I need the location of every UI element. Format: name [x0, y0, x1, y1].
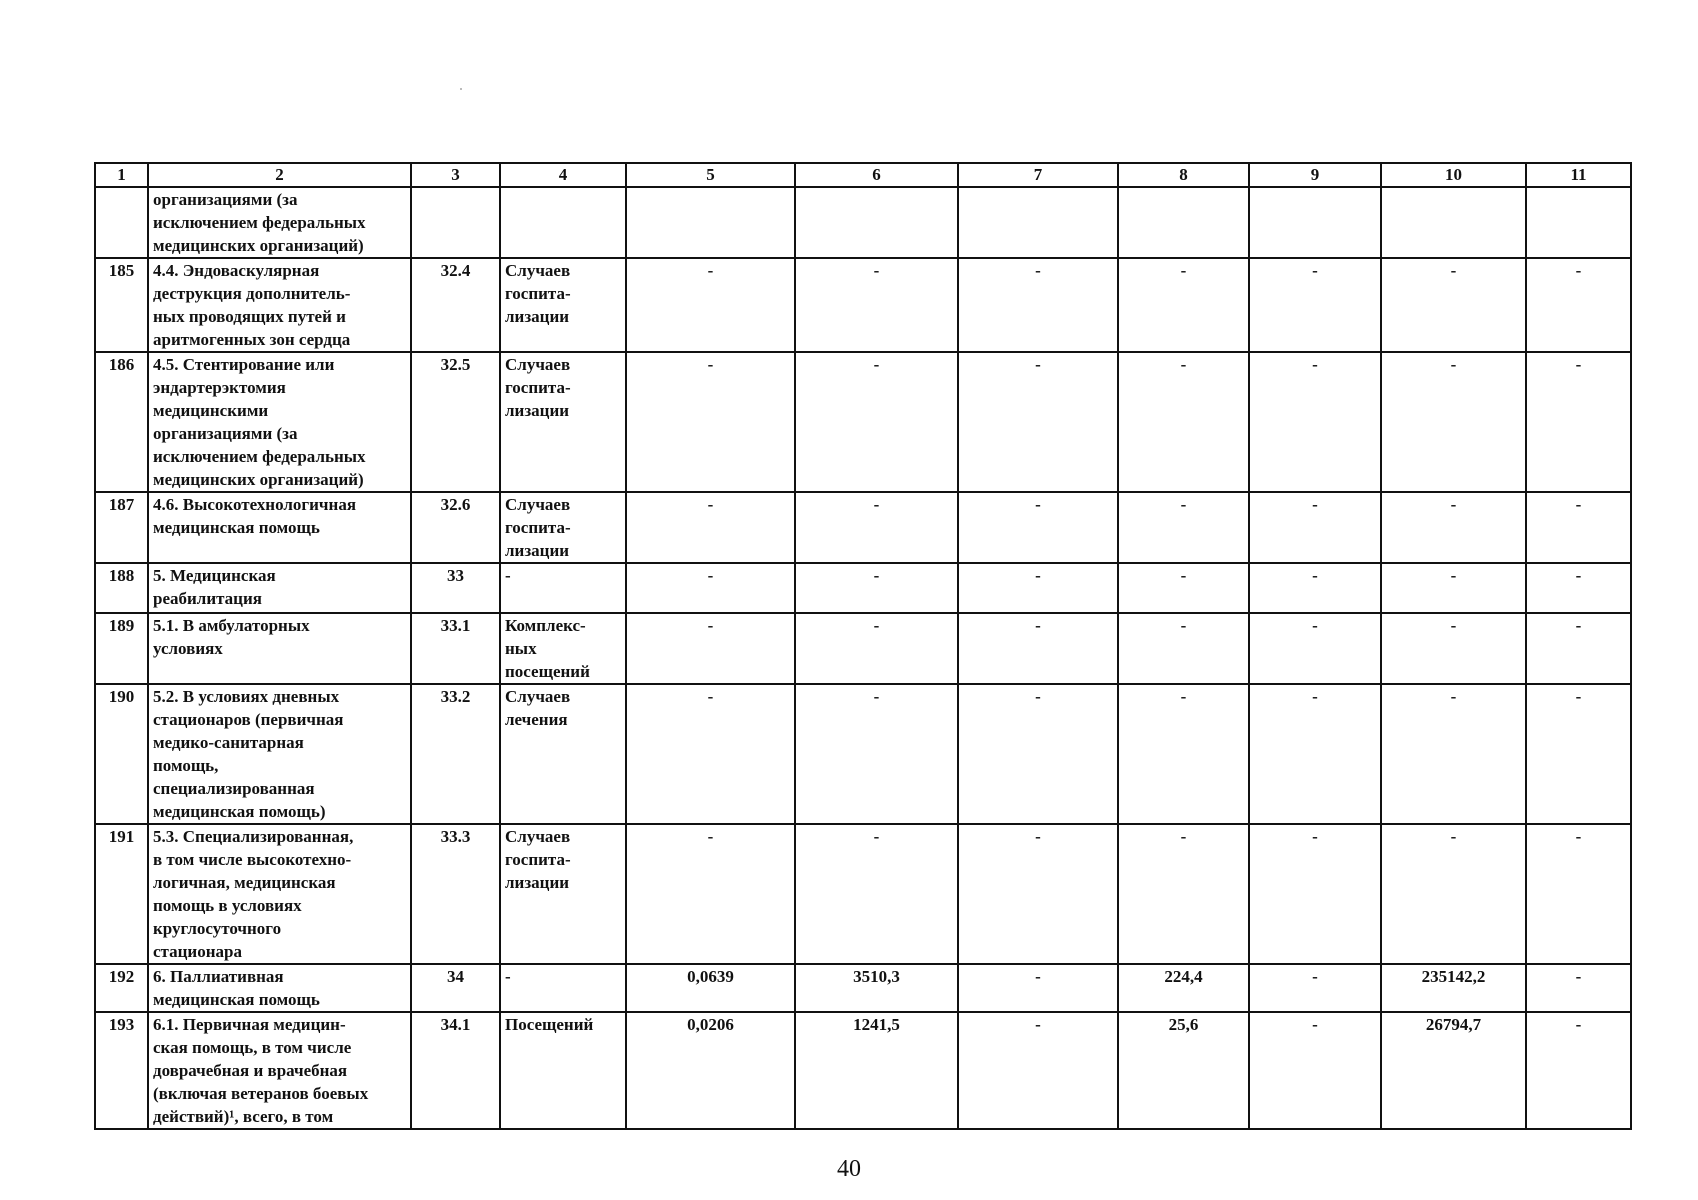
indicator-name-cell: организациями (за исключением федеральных медицинских организаций): [148, 187, 411, 258]
row-number-cell: 188: [95, 563, 148, 613]
col6-cell: -: [795, 492, 958, 563]
col11-cell: -: [1526, 563, 1631, 613]
code-cell: 33.2: [411, 684, 500, 824]
row-number-cell: 187: [95, 492, 148, 563]
indicator-name-cell: 4.4. Эндоваскулярная деструкция дополнитель- ных проводящих путей и аритмогенных зон сердца: [148, 258, 411, 352]
col5-cell: -: [626, 352, 795, 492]
unit-cell: Комплекс- ных посещений: [500, 613, 626, 684]
col7-cell: -: [958, 684, 1118, 824]
col7-cell: -: [958, 613, 1118, 684]
code-cell: 33.1: [411, 613, 500, 684]
col8-cell: [1118, 187, 1249, 258]
col5-cell: 0,0206: [626, 1012, 795, 1129]
code-cell: 32.4: [411, 258, 500, 352]
col5-cell: -: [626, 684, 795, 824]
unit-cell: [500, 187, 626, 258]
col9-cell: -: [1249, 563, 1381, 613]
col11-cell: [1526, 187, 1631, 258]
col6-cell: -: [795, 563, 958, 613]
page-number: 40: [837, 1156, 861, 1182]
table-row: [95, 563, 1631, 613]
code-cell: 32.5: [411, 352, 500, 492]
col10-cell: 235142,2: [1381, 964, 1526, 1012]
code-cell: 34.1: [411, 1012, 500, 1129]
indicator-name-cell: 5.2. В условиях дневных стационаров (первичная медико-санитарная помощь, специализированная медицинская помощь): [148, 684, 411, 824]
col5-cell: 0,0639: [626, 964, 795, 1012]
col7-cell: -: [958, 964, 1118, 1012]
column-header-2: 2: [148, 163, 411, 187]
col8-cell: -: [1118, 258, 1249, 352]
col6-cell: -: [795, 613, 958, 684]
unit-cell: Случаев лечения: [500, 684, 626, 824]
col5-cell: -: [626, 613, 795, 684]
col10-cell: -: [1381, 258, 1526, 352]
row-number-cell: 190: [95, 684, 148, 824]
column-header-4: 4: [500, 163, 626, 187]
col5-cell: [626, 187, 795, 258]
unit-cell: Случаев госпита- лизации: [500, 352, 626, 492]
col11-cell: -: [1526, 258, 1631, 352]
col6-cell: [795, 187, 958, 258]
col11-cell: -: [1526, 352, 1631, 492]
col9-cell: [1249, 187, 1381, 258]
col7-cell: -: [958, 352, 1118, 492]
col6-cell: -: [795, 352, 958, 492]
col8-cell: -: [1118, 352, 1249, 492]
table-body: [95, 187, 1631, 1129]
table-row: [95, 613, 1631, 684]
unit-cell: Посещений: [500, 1012, 626, 1129]
col7-cell: [958, 187, 1118, 258]
column-number-row: [95, 163, 1631, 187]
unit-cell: Случаев госпита- лизации: [500, 258, 626, 352]
col10-cell: -: [1381, 492, 1526, 563]
col5-cell: -: [626, 824, 795, 964]
indicator-name-cell: 5. Медицинская реабилитация: [148, 563, 411, 613]
code-cell: [411, 187, 500, 258]
table-row: [95, 684, 1631, 824]
column-header-3: 3: [411, 163, 500, 187]
column-header-9: 9: [1249, 163, 1381, 187]
row-number-cell: 185: [95, 258, 148, 352]
col9-cell: -: [1249, 352, 1381, 492]
scan-speck: [460, 88, 462, 90]
col9-cell: -: [1249, 684, 1381, 824]
unit-cell: Случаев госпита- лизации: [500, 492, 626, 563]
table-row: [95, 964, 1631, 1012]
col10-cell: -: [1381, 613, 1526, 684]
row-number-cell: 192: [95, 964, 148, 1012]
column-header-11: 11: [1526, 163, 1631, 187]
col9-cell: -: [1249, 613, 1381, 684]
col8-cell: -: [1118, 824, 1249, 964]
col7-cell: -: [958, 824, 1118, 964]
col6-cell: 1241,5: [795, 1012, 958, 1129]
col9-cell: -: [1249, 1012, 1381, 1129]
col5-cell: -: [626, 258, 795, 352]
unit-cell: -: [500, 563, 626, 613]
row-number-cell: 189: [95, 613, 148, 684]
column-header-10: 10: [1381, 163, 1526, 187]
column-header-1: 1: [95, 163, 148, 187]
col10-cell: 26794,7: [1381, 1012, 1526, 1129]
col8-cell: 25,6: [1118, 1012, 1249, 1129]
table-row: [95, 824, 1631, 964]
col9-cell: -: [1249, 492, 1381, 563]
table-row: [95, 1012, 1631, 1129]
col10-cell: -: [1381, 684, 1526, 824]
table-row: [95, 187, 1631, 258]
code-cell: 32.6: [411, 492, 500, 563]
col7-cell: -: [958, 563, 1118, 613]
col11-cell: -: [1526, 824, 1631, 964]
indicator-name-cell: 4.6. Высокотехнологичная медицинская помощь: [148, 492, 411, 563]
indicator-name-cell: 6.1. Первичная медицин- ская помощь, в том числе доврачебная и врачебная (включая ветеранов боевых действий)¹, всего, в том: [148, 1012, 411, 1129]
indicator-name-cell: 5.1. В амбулаторных условиях: [148, 613, 411, 684]
col9-cell: -: [1249, 964, 1381, 1012]
col6-cell: 3510,3: [795, 964, 958, 1012]
indicator-name-cell: 4.5. Стентирование или эндартерэктомия медицинскими организациями (за исключением федеральных медицинских организаций): [148, 352, 411, 492]
col11-cell: -: [1526, 613, 1631, 684]
col8-cell: 224,4: [1118, 964, 1249, 1012]
row-number-cell: [95, 187, 148, 258]
table-row: [95, 492, 1631, 563]
col8-cell: -: [1118, 492, 1249, 563]
row-number-cell: 186: [95, 352, 148, 492]
table-row: [95, 258, 1631, 352]
col11-cell: -: [1526, 964, 1631, 1012]
col8-cell: -: [1118, 613, 1249, 684]
col11-cell: -: [1526, 1012, 1631, 1129]
col9-cell: -: [1249, 258, 1381, 352]
col6-cell: -: [795, 684, 958, 824]
col6-cell: -: [795, 824, 958, 964]
table-row: [95, 352, 1631, 492]
row-number-cell: 191: [95, 824, 148, 964]
col7-cell: -: [958, 492, 1118, 563]
col11-cell: -: [1526, 684, 1631, 824]
col7-cell: -: [958, 1012, 1118, 1129]
data-table: [94, 162, 1632, 1130]
col7-cell: -: [958, 258, 1118, 352]
code-cell: 33.3: [411, 824, 500, 964]
col8-cell: -: [1118, 684, 1249, 824]
col10-cell: -: [1381, 563, 1526, 613]
col6-cell: -: [795, 258, 958, 352]
unit-cell: Случаев госпита- лизации: [500, 824, 626, 964]
column-header-8: 8: [1118, 163, 1249, 187]
indicator-name-cell: 6. Паллиативная медицинская помощь: [148, 964, 411, 1012]
row-number-cell: 193: [95, 1012, 148, 1129]
column-header-7: 7: [958, 163, 1118, 187]
col8-cell: -: [1118, 563, 1249, 613]
col5-cell: -: [626, 563, 795, 613]
col9-cell: -: [1249, 824, 1381, 964]
column-header-6: 6: [795, 163, 958, 187]
column-header-5: 5: [626, 163, 795, 187]
col5-cell: -: [626, 492, 795, 563]
col10-cell: -: [1381, 824, 1526, 964]
indicator-name-cell: 5.3. Специализированная, в том числе высокотехно- логичная, медицинская помощь в условиях круглосуточного стационара: [148, 824, 411, 964]
col11-cell: -: [1526, 492, 1631, 563]
col10-cell: -: [1381, 352, 1526, 492]
code-cell: 33: [411, 563, 500, 613]
code-cell: 34: [411, 964, 500, 1012]
unit-cell: -: [500, 964, 626, 1012]
col10-cell: [1381, 187, 1526, 258]
